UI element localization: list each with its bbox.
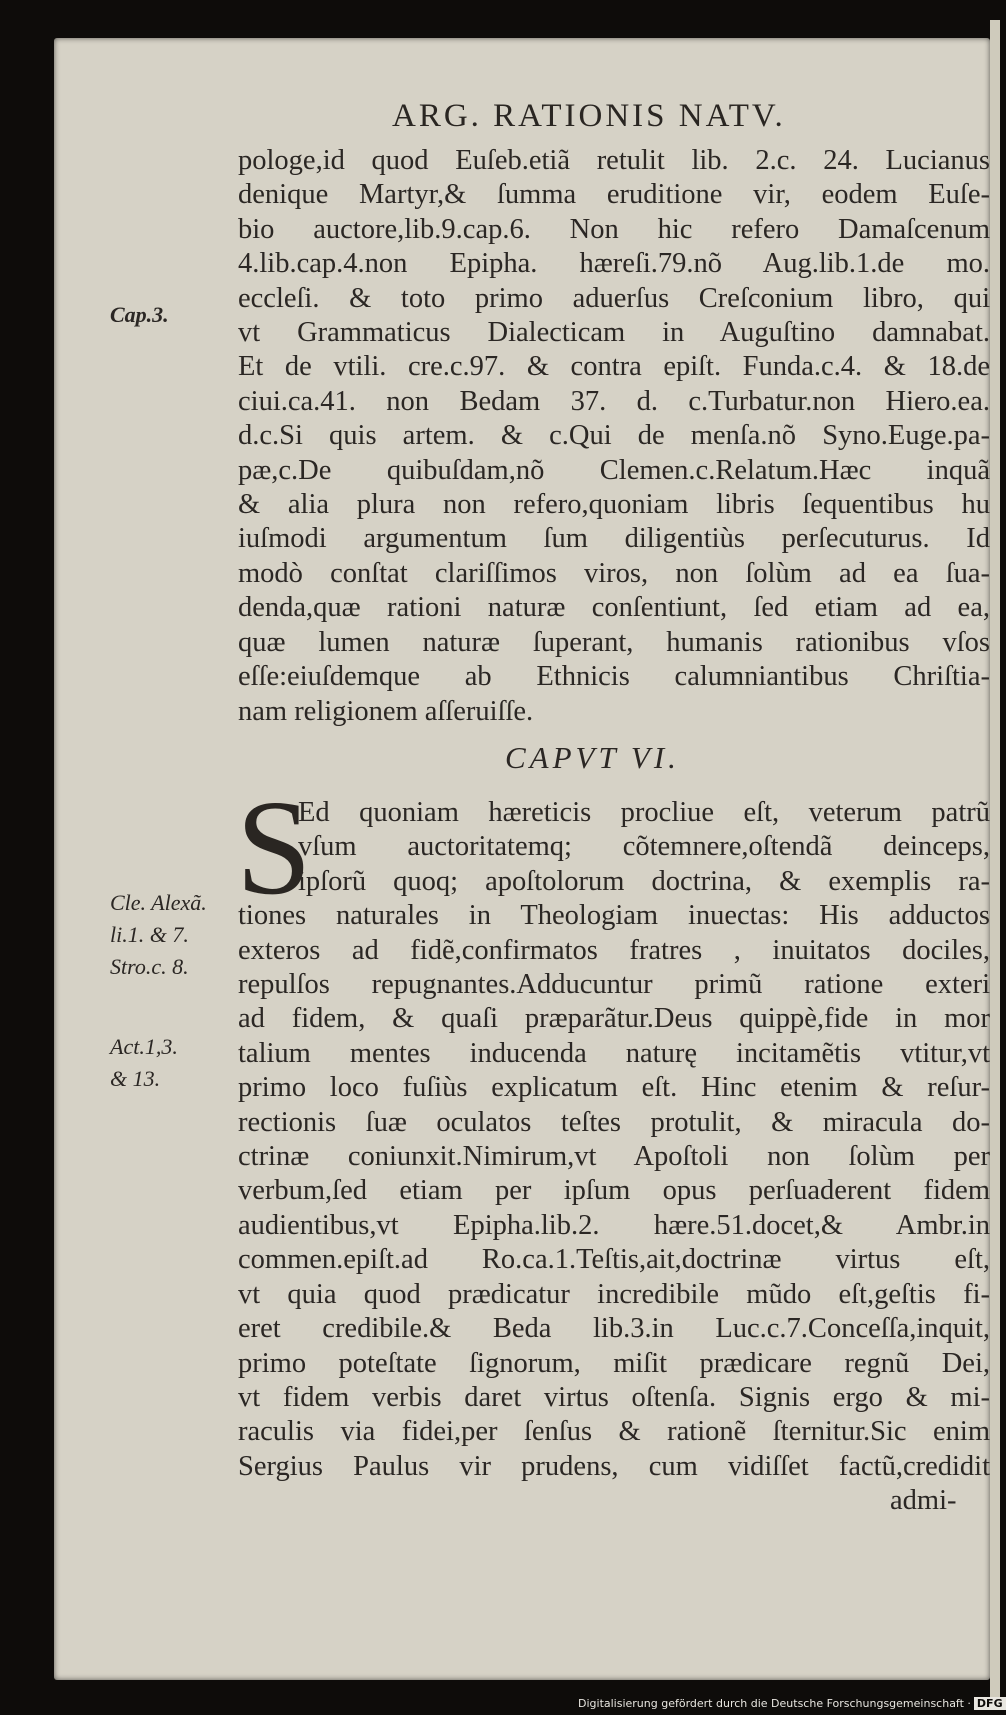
text-line: Et de vtili. cre.c.97. & contra epiſt. Funda.c.4. & 18.de	[238, 351, 990, 383]
text-line: talium mentes inducenda naturę incitamẽtis vtitur,vt	[238, 1037, 990, 1069]
margin-note-clemens-3: Stro.c. 8.	[110, 954, 189, 979]
margin-note-acts-1: Act.1,3.	[110, 1034, 178, 1059]
text-line: quæ lumen naturæ ſuperant, humanis rationibus vſos	[238, 626, 990, 658]
text-line: Sergius Paulus vir prudens, cum vidiſſet factũ,credidit	[238, 1450, 990, 1482]
text-line: verbum,ſed etiam per ipſum opus perſuaderent fidem	[238, 1175, 990, 1207]
text-line: primo loco fuſiùs explicatum eſt. Hinc etenim & reſur-	[238, 1072, 990, 1104]
text-line: repulſos repugnantes.Adducuntur primũ ratione exteri	[238, 969, 990, 1001]
drop-cap: S	[236, 773, 312, 923]
margin-note-clemens-1: Cle. Alexã.	[110, 890, 207, 915]
text-line: ciui.ca.41. non Bedam 37. d. c.Turbatur.non Hiero.ea.	[238, 385, 990, 417]
margin-note-clemens-2: li.1. & 7.	[110, 922, 189, 947]
text-line: iuſmodi argumentum ſum diligentiùs perſecuturus. Id	[238, 523, 990, 555]
dfg-logo: DFG	[974, 1697, 1006, 1710]
chapter-title: CAPVT VI.	[505, 740, 680, 775]
text-line: eret credibile.& Beda lib.3.in Luc.c.7.Conceſſa,inquit,	[238, 1313, 990, 1345]
text-line: commen.epiſt.ad Ro.ca.1.Teſtis,ait,doctrinæ virtus eſt,	[238, 1244, 990, 1276]
text-line: eſſe:eiuſdemque ab Ethnicis calumniantibus Chriſtia-	[238, 661, 990, 693]
margin-note-acts-2: & 13.	[110, 1066, 161, 1091]
text-line: vt Grammaticus Dialecticam in Auguſtino damnabat.	[238, 317, 990, 349]
text-line: vt fidem verbis daret virtus oſtenſa. Signis ergo & mi-	[238, 1381, 990, 1413]
footer-text: Digitalisierung gefördert durch die Deutsche Forschungsgemeinschaft ·	[578, 1697, 971, 1710]
text-line: vſum auctoritatemq; cõtemnere,oſtendã deinceps,	[298, 831, 990, 863]
text-line: 4.lib.cap.4.non Epipha. hæreſi.79.nõ Aug.lib.1.de mo.	[238, 248, 990, 280]
text-line: bio auctore,lib.9.cap.6. Non hic refero Damaſcenum	[238, 213, 990, 245]
text-line: raculis via fidei,per ſenſus & rationẽ ſternitur.Sic enim	[238, 1416, 990, 1448]
text-line: pologe,id quod Euſeb.etiã retulit lib. 2.c. 24. Lucianus	[238, 145, 990, 176]
text-line: denda,quæ rationi naturæ conſentiunt, ſed etiam ad ea,	[238, 592, 990, 624]
text-line: primo poteſtate ſignorum, miſit prædicare regnũ Dei,	[238, 1347, 990, 1379]
text-line: rectionis ſuæ oculatos teſtes protulit, & miracula do-	[238, 1106, 990, 1138]
text-line: tiones naturales in Theologiam inuectas: His adductos	[238, 900, 990, 932]
text-line: denique Martyr,& ſumma eruditione vir, eodem Euſe-	[238, 179, 990, 211]
text-line: vt quia quod prædicatur incredibile mũdo eſt,geſtis fi-	[238, 1278, 990, 1310]
digitization-footer	[578, 1697, 1003, 1710]
margin-note-cap: Cap.3.	[110, 302, 169, 327]
text-line: exteros ad fidẽ,confirmatos fratres , inuitatos dociles,	[238, 934, 990, 966]
paragraph-2	[238, 796, 990, 1484]
catchword	[890, 1484, 990, 1518]
text-line: modò conſtat clariſſimos viros, non ſolùm ad ea ſua-	[238, 557, 990, 589]
text-line: Ed quoniam hæreticis procliue eſt, veterum patrũ	[298, 797, 990, 828]
text-line: & alia plura non refero,quoniam libris ſequentibus hu	[238, 489, 990, 521]
text-line: d.c.Si quis artem. & c.Qui de menſa.nõ Syno.Euge.pa-	[238, 420, 990, 452]
text-line: nam religionem aſſeruiſſe.	[238, 695, 534, 727]
text-line: ipſorũ quoq; apoſtolorum doctrina, & exemplis ra-	[298, 865, 990, 897]
catchword-text: admi-	[890, 1485, 957, 1516]
paragraph-1	[238, 144, 990, 729]
text-line: eccleſi. & toto primo aduerſus Creſconium libro, qui	[238, 282, 990, 314]
text-line: audientibus,vt Epipha.lib.2. hære.51.docet,& Ambr.in	[238, 1209, 990, 1241]
facing-page-edge	[990, 20, 1000, 1700]
running-head: ARG. RATIONIS NATV.	[392, 98, 786, 134]
text-line: ctrinæ coniunxit.Nimirum,vt Apoſtoli non ſolùm per	[238, 1141, 990, 1173]
text-line: pæ,c.De quibuſdam,nõ Clemen.c.Relatum.Hæc inquã	[238, 454, 990, 486]
text-line: ad fidem, & quaſi præparãtur.Deus quippè,fide in mor	[238, 1003, 990, 1035]
